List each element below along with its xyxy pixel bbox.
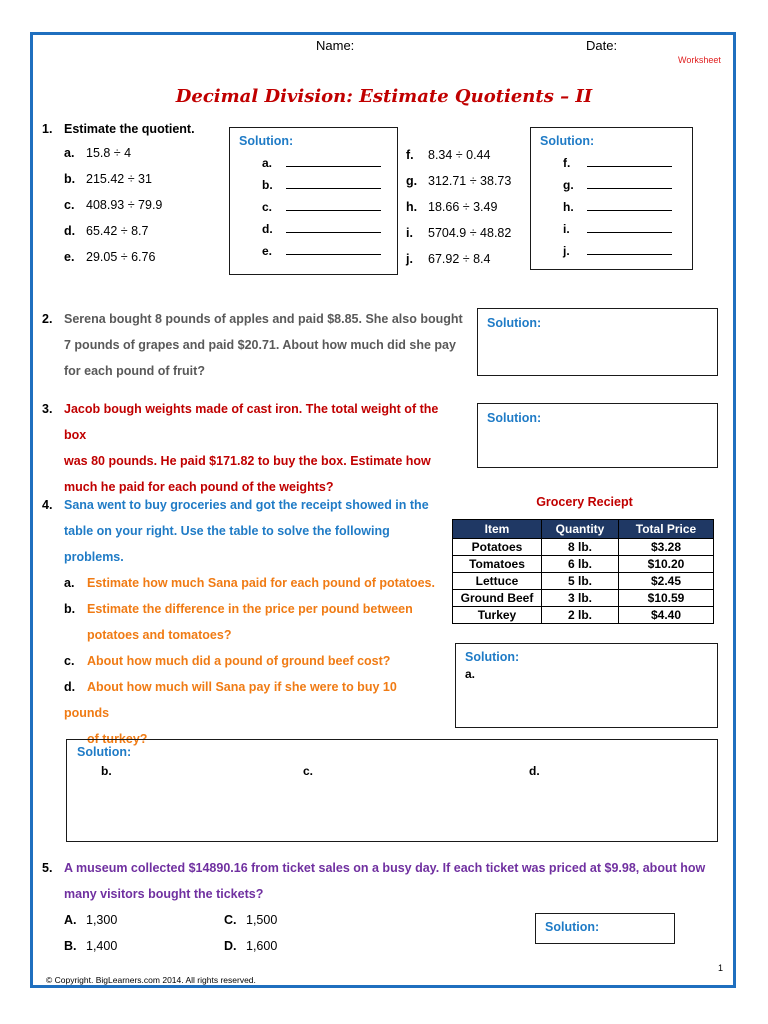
list-item: i. 5704.9 ÷ 48.82: [406, 226, 512, 240]
q5-option-b[interactable]: B. 1,400: [64, 939, 118, 953]
list-item: j. 67.92 ÷ 8.4: [406, 252, 491, 266]
list-item: c. 408.93 ÷ 79.9: [64, 198, 163, 212]
q4-number: 4.: [42, 498, 53, 512]
list-item: d. 65.42 ÷ 8.7: [64, 224, 149, 238]
answer-blank[interactable]: [587, 198, 672, 211]
q3-number: 3.: [42, 402, 53, 416]
name-label: Name:: [316, 38, 355, 53]
solution-label: Solution:: [239, 134, 294, 148]
answer-letter: c.: [303, 764, 314, 778]
worksheet-tag: Worksheet: [678, 55, 721, 65]
q3-solution-box[interactable]: [477, 403, 718, 468]
table-row: Tomatoes 6 lb. $10.20: [453, 556, 714, 573]
q2-text: Serena bought 8 pounds of apples and paid $8.85. She also bought 7 pounds of grapes and paid $20.71. About how much did she pay for each pound of fruit?: [64, 312, 463, 378]
q4-subquestions: a. Estimate how much Sana paid for each pound of potatoes. b. Estimate the difference in the price per pound between potatoes and tomatoes? c. About how much did a pound of ground beef cost? d. About how much will Sana pay if she were to buy 10 pounds of turkey?: [64, 570, 444, 752]
solution-label: Solution:: [465, 650, 520, 664]
table-row: Potatoes 8 lb. $3.28: [453, 539, 714, 556]
list-item: h. 18.66 ÷ 3.49: [406, 200, 498, 214]
answer-blanks: f. g. h. i. j.: [563, 154, 672, 264]
q1-number: 1.: [42, 122, 53, 136]
answer-blank[interactable]: [286, 242, 381, 255]
answer-letter: d.: [529, 764, 540, 778]
answer-blank[interactable]: [587, 154, 672, 167]
q1-solution-box-right[interactable]: [530, 127, 693, 270]
list-item: c. About how much did a pound of ground beef cost?: [64, 654, 391, 668]
list-item: b. 215.42 ÷ 31: [64, 172, 152, 186]
q4-solution-box-wide[interactable]: [66, 739, 718, 842]
table-header: Quantity: [542, 520, 619, 539]
list-item: g. 312.71 ÷ 38.73: [406, 174, 512, 188]
answer-blank[interactable]: [286, 198, 381, 211]
table-title: Grocery Reciept: [536, 495, 633, 509]
q4-solution-box-a[interactable]: [455, 643, 718, 728]
q5-text: A museum collected $14890.16 from ticket sales on a busy day. If each ticket was priced at $9.98, about how many visitors bought the tickets?: [64, 861, 706, 901]
table-header: Item: [453, 520, 542, 539]
page-title: Decimal Division: Estimate Quotients – II: [175, 86, 593, 107]
solution-label: Solution:: [540, 134, 595, 148]
table-row: Lettuce 5 lb. $2.45: [453, 573, 714, 590]
answer-blank[interactable]: [587, 176, 672, 189]
q1-prompt: Estimate the quotient.: [64, 122, 195, 136]
q5-solution-box[interactable]: [535, 913, 675, 944]
answer-letter: a.: [465, 667, 476, 681]
list-item: d. About how much will Sana pay if she were to buy 10 pounds: [64, 680, 397, 720]
q5-option-a[interactable]: A. 1,300: [64, 913, 118, 927]
q1-solution-box-left[interactable]: [229, 127, 398, 275]
answer-blanks: a. b. c. d. e.: [262, 154, 381, 264]
answer-blank[interactable]: [286, 176, 381, 189]
list-item: a. Estimate how much Sana paid for each pound of potatoes.: [64, 576, 435, 590]
grocery-table: [452, 519, 714, 624]
table-header: Total Price: [619, 520, 714, 539]
q2-number: 2.: [42, 312, 53, 326]
list-item: a. 15.8 ÷ 4: [64, 146, 132, 160]
table-row: Ground Beef 3 lb. $10.59: [453, 590, 714, 607]
solution-label: Solution:: [77, 745, 132, 759]
q1-left-list: [64, 146, 162, 276]
solution-label: Solution:: [545, 920, 600, 934]
q5-number: 5.: [42, 861, 53, 875]
answer-letter: b.: [101, 764, 112, 778]
q5-option-d[interactable]: D. 1,600: [224, 939, 278, 953]
date-label: Date:: [586, 38, 618, 53]
q3-text: Jacob bough weights made of cast iron. The total weight of the box was 80 pounds. He paid $171.82 to buy the box. Estimate how much he paid for each pound of the weights?: [64, 402, 439, 494]
q4-text: Sana went to buy groceries and got the receipt showed in the table on your right. Use the table to solve the following problems.: [64, 498, 429, 564]
answer-blank[interactable]: [286, 154, 381, 167]
page-number: 1: [718, 963, 724, 973]
list-item: e. 29.05 ÷ 6.76: [64, 250, 156, 264]
q1-right-list: [406, 148, 511, 278]
table-row: Turkey 2 lb. $4.40: [453, 607, 714, 624]
copyright: © Copyright. BigLearners.com 2014. All rights reserved.: [46, 975, 256, 985]
q5-option-c[interactable]: C. 1,500: [224, 913, 278, 927]
list-item: f. 8.34 ÷ 0.44: [406, 148, 491, 162]
list-item: b. Estimate the difference in the price per pound between: [64, 602, 413, 616]
answer-blank[interactable]: [587, 220, 672, 233]
solution-label: Solution:: [487, 316, 542, 330]
answer-blank[interactable]: [587, 242, 672, 255]
q2-solution-box[interactable]: [477, 308, 718, 376]
answer-blank[interactable]: [286, 220, 381, 233]
solution-label: Solution:: [487, 411, 542, 425]
